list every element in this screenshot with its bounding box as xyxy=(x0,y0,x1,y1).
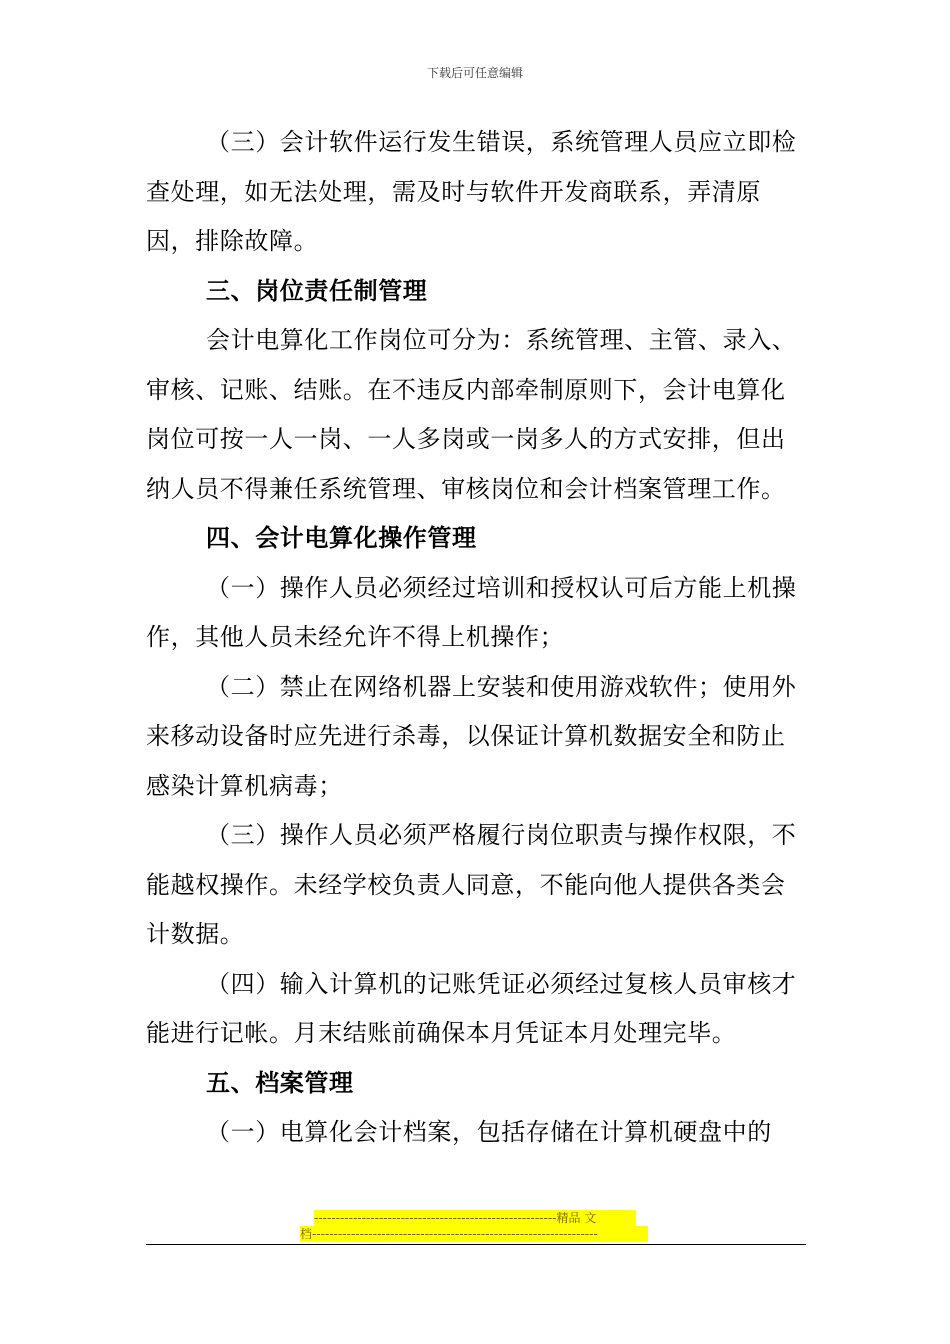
paragraph: （一）操作人员必须经过培训和授权认可后方能上机操作，其他人员未经允许不得上机操作； xyxy=(146,573,797,651)
paragraph: 会计电算化工作岗位可分为：系统管理、主管、录入、审核、记账、结账。在不违反内部牵制原则下，会计电算化岗位可按一人一岗、一人多岗或一岗多人的方式安排，但出纳人员不得兼任系统管理、审核岗位和会计档案管理工作。 xyxy=(146,326,797,503)
footer-watermark-line2: 档------------------------------------------------------------------ xyxy=(300,1226,648,1242)
section-heading: 四、会计电算化操作管理 xyxy=(206,524,477,552)
paragraph: （二）禁止在网络机器上安装和使用游戏软件；使用外来移动设备时应先进行杀毒，以保证计算机数据安全和防止感染计算机病毒； xyxy=(146,672,797,800)
paragraph: （三）会计软件运行发生错误，系统管理人员应立即检查处理，如无法处理，需及时与软件开发商联系，弄清原因，排除故障。 xyxy=(146,128,797,255)
paragraph: （四）输入计算机的记账凭证必须经过复核人员审核才能进行记帐。月末结账前确保本月凭证本月处理完毕。 xyxy=(146,969,797,1047)
footer-watermark-line1: --------------------------------------------------------精品 文 xyxy=(314,1210,636,1226)
footer-divider xyxy=(146,1244,806,1245)
document-body xyxy=(146,118,810,1158)
section-heading: 三、岗位责任制管理 xyxy=(206,276,428,305)
section-heading: 五、档案管理 xyxy=(206,1068,354,1097)
footer-watermark xyxy=(300,1210,650,1242)
page-header: 下载后可任意编辑 xyxy=(426,66,523,80)
paragraph: （三）操作人员必须严格履行岗位职责与操作权限，不能越权操作。未经学校负责人同意，不能向他人提供各类会计数据。 xyxy=(146,821,797,948)
paragraph: （一）电算化会计档案，包括存储在计算机硬盘中的 xyxy=(206,1118,772,1146)
